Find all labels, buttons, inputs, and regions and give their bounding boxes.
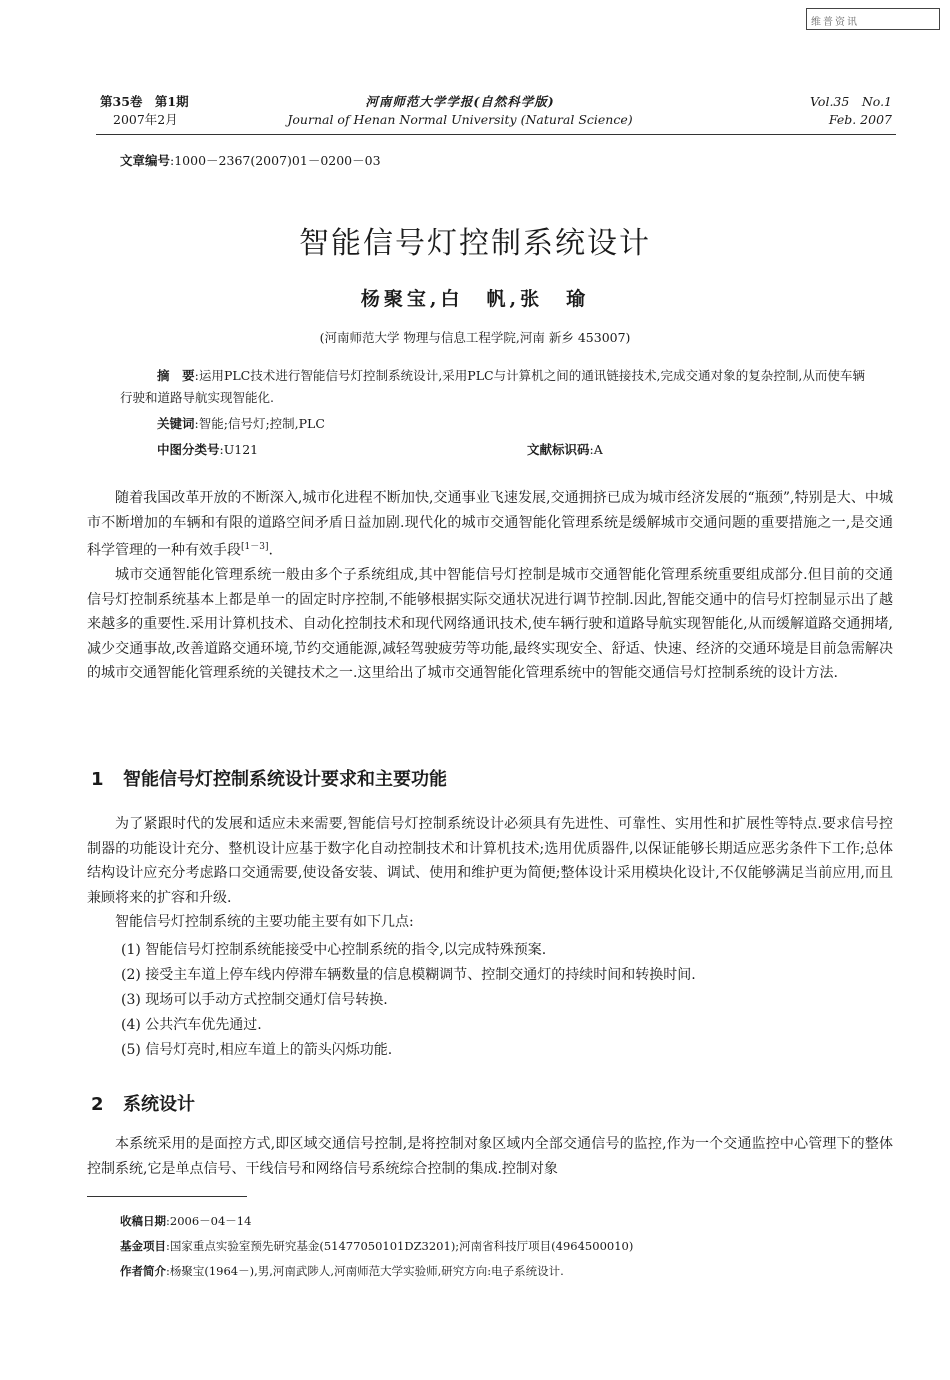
document-code-label: 文献标识码 bbox=[527, 442, 590, 457]
received-label: 收稿日期 bbox=[120, 1214, 166, 1228]
classification bbox=[157, 440, 258, 458]
keywords bbox=[157, 414, 325, 432]
list-item: (2) 接受主车道上停车线内停滞车辆数量的信息模糊调节、控制交通灯的持续时间和转换时间. bbox=[121, 967, 696, 983]
classification-text: :U121 bbox=[219, 442, 259, 457]
list-item: (5) 信号灯亮时,相应车道上的箭头闪烁功能. bbox=[121, 1042, 393, 1058]
header-volume-issue-en: Vol.35 No.1 bbox=[810, 94, 892, 109]
intro-paragraph-1-end: . bbox=[268, 542, 273, 559]
abstract bbox=[120, 365, 865, 409]
paper-authors: 杨聚宝,白 帆,张 瑜 bbox=[360, 288, 590, 310]
header-right bbox=[780, 93, 892, 129]
footnote-fund bbox=[120, 1237, 633, 1255]
header-rule bbox=[96, 134, 896, 135]
classification-label: 中图分类号 bbox=[157, 442, 220, 457]
keywords-label: 关键词 bbox=[157, 416, 195, 431]
abstract-text: :运用PLC技术进行智能信号灯控制系统设计,采用PLC与计算机之间的通讯链接技术,完成交通对象的复杂控制,从而使车辆行驶和道路导航实现智能化. bbox=[120, 368, 865, 405]
received-text: :2006－04－14 bbox=[166, 1214, 252, 1228]
intro-paragraph-2: 城市交通智能化管理系统一般由多个子系统组成,其中智能信号灯控制是城市交通智能化管理系统重要组成部分.但目前的交通信号灯控制系统基本上都是单一的固定时序控制,不能够根据实际交通状况进行调节控制.因此,智能交通中的信号灯控制显示出了越来越多的重要性.采用计算机技术、自动化控制技术和现代网络通讯技术,使车辆行驶和道路导航实现智能化,从而缓解道路交通拥堵,减少交通事故,改善道路交通环境,节约交通能源,减轻驾驶疲劳等功能,最终实现安全、舒适、快速、经济的交通环境是目前急需解决的城市交通智能化管理系统的关键技术之一.这里给出了城市交通智能化管理系统中的智能交通信号灯控制系统的设计方法. bbox=[87, 567, 893, 682]
intro-paragraph-1-text: 随着我国改革开放的不断深入,城市化进程不断加快,交通事业飞速发展,交通拥挤已成为城市经济发展的“瓶颈”,特别是大、中城市不断增加的车辆和有限的道路空间矛盾日益加剧.现代化的城市交通智能化管理系统是缓解城市交通问题的重要措施之一,是交通科学管理的一种有效手段 bbox=[87, 490, 893, 559]
journal-name-cn: 河南师范大学学报(自然科学版) bbox=[365, 94, 555, 109]
document-code-text: :A bbox=[589, 442, 603, 457]
header-date-en: Feb. 2007 bbox=[828, 112, 892, 127]
header-left bbox=[100, 93, 189, 129]
author-label: 作者简介 bbox=[120, 1264, 166, 1278]
intro-paragraph-1 bbox=[87, 486, 893, 563]
section-2-number: 2 bbox=[91, 1094, 104, 1115]
header-date-cn: 2007年2月 bbox=[113, 112, 178, 127]
list-item: (3) 现场可以手动方式控制交通灯信号转换. bbox=[121, 992, 388, 1008]
header-center bbox=[200, 93, 720, 129]
article-number-label: 文章编号 bbox=[120, 153, 171, 168]
abstract-label: 摘 要 bbox=[157, 368, 195, 383]
watermark-stamp: 维普资讯 bbox=[806, 8, 940, 30]
journal-name-en: Journal of Henan Normal University (Natural Science) bbox=[287, 112, 633, 127]
section-2-body bbox=[87, 1132, 893, 1181]
header-volume-issue-cn: 第35卷 第1期 bbox=[100, 94, 189, 109]
section-1-number: 1 bbox=[91, 769, 104, 790]
footnote-received bbox=[120, 1212, 251, 1230]
fund-text: :国家重点实验室预先研究基金(51477050101DZ3201);河南省科技厅项目(4964500010) bbox=[166, 1239, 634, 1253]
section-1-paragraph-2: 智能信号灯控制系统的主要功能主要有如下几点: bbox=[115, 914, 414, 930]
function-list bbox=[121, 938, 881, 1063]
list-item: (4) 公共汽车优先通过. bbox=[121, 1017, 262, 1033]
document-code bbox=[527, 440, 603, 458]
paper-affiliation: (河南师范大学 物理与信息工程学院,河南 新乡 453007) bbox=[319, 330, 631, 345]
section-1-body bbox=[87, 812, 893, 935]
author-text: :杨聚宝(1964－),男,河南武陟人,河南师范大学实验师,研究方向:电子系统设计. bbox=[166, 1264, 564, 1278]
article-number-value: :1000－2367(2007)01－0200－03 bbox=[170, 153, 381, 168]
article-number bbox=[120, 151, 381, 169]
list-item: (1) 智能信号灯控制系统能接受中心控制系统的指令,以完成特殊预案. bbox=[121, 942, 547, 958]
section-2-heading bbox=[91, 1090, 195, 1116]
section-1-title: 智能信号灯控制系统设计要求和主要功能 bbox=[123, 769, 447, 790]
fund-label: 基金项目 bbox=[120, 1239, 166, 1253]
section-2-paragraph-1: 本系统采用的是面控方式,即区域交通信号控制,是将控制对象区域内全部交通信号的监控,作为一个交通监控中心管理下的整体控制系统,它是单点信号、干线信号和网络信号系统综合控制的集成.控制对象 bbox=[87, 1136, 893, 1177]
footnote-author bbox=[120, 1262, 564, 1280]
intro-section bbox=[87, 486, 893, 686]
section-1-heading bbox=[91, 765, 447, 791]
footnote-rule bbox=[87, 1196, 247, 1197]
section-2-title: 系统设计 bbox=[123, 1094, 195, 1115]
keywords-text: :智能;信号灯;控制,PLC bbox=[194, 416, 325, 431]
section-1-paragraph-1: 为了紧跟时代的发展和适应未来需要,智能信号灯控制系统设计必须具有先进性、可靠性、实用性和扩展性等特点.要求信号控制器的功能设计充分、整机设计应基于数字化自动控制技术和计算机技术;选用优质器件,以保证能够长期适应恶劣条件下工作;总体结构设计应充分考虑路口交通需要,使设备安装、调试、使用和维护更为简便;整体设计采用模块化设计,不仅能够满足当前应用,而且兼顾将来的扩容和升级. bbox=[87, 816, 893, 906]
paper-title: 智能信号灯控制系统设计 bbox=[299, 226, 651, 261]
citation-ref: [1－3] bbox=[241, 542, 269, 552]
